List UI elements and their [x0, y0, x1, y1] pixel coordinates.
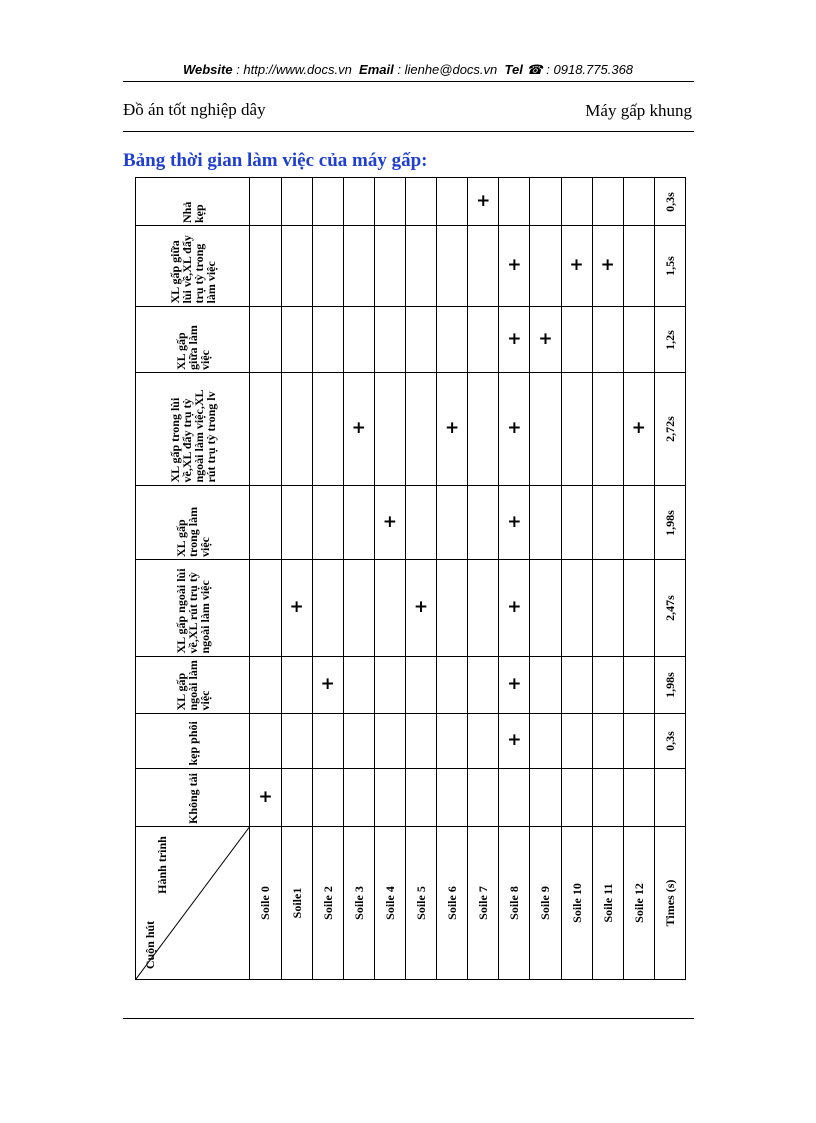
row-header-label: Không tải — [185, 772, 200, 824]
table-row — [136, 560, 686, 657]
column-header — [343, 827, 374, 980]
table-cell — [405, 307, 436, 373]
table-cell — [592, 714, 623, 769]
table-cell — [530, 307, 561, 373]
table-cell — [250, 373, 281, 486]
time-value: 1,98s — [662, 672, 677, 698]
column-header — [592, 827, 623, 980]
table-row — [136, 307, 686, 373]
column-header — [499, 827, 530, 980]
plus-mark: + — [600, 255, 615, 275]
plus-mark: + — [507, 730, 522, 750]
table-cell — [437, 769, 468, 827]
table-cell — [530, 657, 561, 714]
table-cell — [281, 657, 312, 714]
table-cell — [250, 226, 281, 307]
plus-mark: + — [444, 418, 460, 438]
table-cell — [405, 373, 436, 486]
table-cell — [623, 486, 654, 560]
column-header — [374, 827, 405, 980]
plus-mark: + — [351, 418, 366, 438]
website-line — [0, 62, 816, 78]
time-cell — [654, 769, 685, 827]
table-cell — [343, 769, 374, 827]
column-header — [312, 827, 343, 980]
table-cell — [561, 714, 592, 769]
section-title: Bảng thời gian làm việc của máy gấp: — [123, 150, 428, 171]
table-cell — [623, 373, 654, 486]
plus-mark: + — [258, 786, 273, 807]
table-cell — [530, 178, 561, 226]
email-label: Email — [359, 62, 394, 77]
row-header — [136, 178, 250, 226]
table-cell — [250, 178, 281, 226]
table-cell — [592, 226, 623, 307]
table-cell — [437, 178, 468, 226]
table-cell — [281, 769, 312, 827]
corner-bottom-label: Cuộn hút — [143, 920, 157, 970]
table-cell — [374, 560, 405, 657]
table-cell — [374, 373, 405, 486]
table-cell — [592, 307, 623, 373]
table-cell — [312, 307, 343, 373]
table-cell — [561, 373, 592, 486]
website-value[interactable]: : http://www.docs.vn — [236, 62, 352, 77]
column-header-label: Soile 0 — [258, 886, 273, 920]
table-cell — [530, 560, 561, 657]
table-cell — [437, 657, 468, 714]
table-cell — [437, 307, 468, 373]
table-cell — [281, 714, 312, 769]
table-cell — [405, 178, 436, 226]
table-cell — [312, 714, 343, 769]
row-header — [136, 769, 250, 827]
time-cell — [654, 560, 685, 657]
plus-mark: + — [507, 597, 522, 617]
timing-table — [135, 177, 686, 980]
plus-mark: + — [476, 190, 491, 211]
table-cell — [623, 714, 654, 769]
row-header-label: XL gấp trong làm việc — [173, 506, 212, 557]
table-cell — [468, 178, 499, 226]
plus-mark: + — [289, 597, 304, 617]
plus-mark: + — [507, 418, 522, 438]
table-cell — [561, 657, 592, 714]
table-cell — [561, 226, 592, 307]
table-cell — [530, 714, 561, 769]
table-cell — [499, 769, 530, 827]
column-header-label: Soile 9 — [538, 886, 553, 920]
table-cell — [468, 657, 499, 714]
table-cell — [530, 486, 561, 560]
table-row — [136, 226, 686, 307]
plus-mark: + — [507, 255, 522, 275]
table-cell — [437, 226, 468, 307]
table-cell — [405, 486, 436, 560]
table-cell — [592, 178, 623, 226]
table-cell — [250, 769, 281, 827]
table-cell — [374, 307, 405, 373]
table-cell — [468, 769, 499, 827]
row-header-label: XL gấp trong lùi về,XL đẩy trụ tỳ ngoài làm việc,XL rút trụ tỳ trong lv — [167, 390, 218, 483]
table-cell — [374, 226, 405, 307]
plus-mark: + — [569, 255, 584, 275]
table-cell — [499, 226, 530, 307]
table-cell — [499, 560, 530, 657]
table-cell — [592, 560, 623, 657]
phone-icon: ☎ — [526, 62, 543, 77]
plus-mark: + — [382, 511, 398, 532]
column-header-label: Soile 2 — [320, 886, 335, 920]
column-header — [405, 827, 436, 980]
table-cell — [250, 657, 281, 714]
table-cell — [561, 307, 592, 373]
time-cell — [654, 373, 685, 486]
table-cell — [281, 373, 312, 486]
time-cell — [654, 307, 685, 373]
plus-mark: + — [507, 674, 522, 694]
table-cell — [312, 486, 343, 560]
table-cell — [312, 769, 343, 827]
time-value: 1,5s — [662, 256, 677, 276]
table-cell — [343, 373, 374, 486]
table-cell — [499, 178, 530, 226]
table-cell — [468, 373, 499, 486]
table-cell — [374, 657, 405, 714]
column-header-label: Soile 4 — [382, 886, 397, 920]
table-cell — [468, 714, 499, 769]
table-cell — [623, 226, 654, 307]
column-header-label: Soile 6 — [445, 886, 460, 920]
table-cell — [343, 486, 374, 560]
table-cell — [499, 657, 530, 714]
table-cell — [405, 226, 436, 307]
corner-top-label: Hành trình — [155, 836, 169, 894]
header-bottom-rule — [123, 131, 694, 132]
table-cell — [623, 769, 654, 827]
column-header — [437, 827, 468, 980]
table-cell — [437, 373, 468, 486]
column-header-label: Times (s) — [662, 879, 677, 927]
table-cell — [312, 560, 343, 657]
time-cell — [654, 657, 685, 714]
row-header-label: XL gấp ngoài làm việc — [173, 660, 212, 711]
table-cell — [468, 307, 499, 373]
table-cell — [374, 486, 405, 560]
table-cell — [374, 769, 405, 827]
table-cell — [374, 178, 405, 226]
column-header-label: Soile 10 — [569, 883, 584, 923]
column-header — [530, 827, 561, 980]
time-cell — [654, 486, 685, 560]
column-header — [468, 827, 499, 980]
tel-value: : 0918.775.368 — [546, 62, 634, 77]
table-cell — [250, 307, 281, 373]
plus-mark: + — [507, 511, 522, 532]
row-header-label: XL gấp giữa lùi về,XL đẩy trụ tỳ trong làm việc — [167, 235, 218, 304]
row-header-label: kẹp phôi — [185, 721, 200, 766]
table-cell — [499, 373, 530, 486]
column-header-label: Soile1 — [289, 887, 304, 919]
table-row — [136, 714, 686, 769]
table-cell — [592, 657, 623, 714]
table-cell — [561, 178, 592, 226]
document-title-right: Máy gấp khung — [585, 101, 692, 120]
column-header — [250, 827, 281, 980]
table-cell — [312, 226, 343, 307]
table-row — [136, 178, 686, 226]
table-cell — [250, 714, 281, 769]
column-header-row — [136, 827, 686, 980]
time-cell — [654, 226, 685, 307]
column-header-label: Soile 7 — [476, 886, 491, 920]
row-header-label: XL gấp giữa làm việc — [173, 324, 212, 370]
plus-mark: + — [320, 674, 335, 694]
row-header — [136, 657, 250, 714]
column-header — [561, 827, 592, 980]
corner-cell — [136, 827, 250, 980]
row-header — [136, 486, 250, 560]
document-title-left: Đồ án tốt nghiệp dây — [123, 100, 266, 119]
table-cell — [405, 769, 436, 827]
table-cell — [281, 560, 312, 657]
table-row — [136, 657, 686, 714]
table-cell — [623, 178, 654, 226]
table-cell — [623, 657, 654, 714]
table-cell — [468, 560, 499, 657]
time-value: 0,3s — [662, 731, 677, 751]
time-value: 1,2s — [662, 329, 677, 350]
table-cell — [468, 226, 499, 307]
column-header-label: Soile 5 — [414, 886, 428, 920]
table-cell — [405, 657, 436, 714]
time-cell — [654, 178, 685, 226]
table-cell — [592, 486, 623, 560]
table-body — [136, 178, 686, 980]
table-cell — [623, 307, 654, 373]
row-header — [136, 226, 250, 307]
column-header-label: Soile 11 — [600, 883, 615, 923]
table-cell — [281, 178, 312, 226]
row-header — [136, 373, 250, 486]
column-header-label: Soile 12 — [631, 883, 646, 923]
table-cell — [623, 560, 654, 657]
table-cell — [343, 714, 374, 769]
table-cell — [250, 486, 281, 560]
table-cell — [250, 560, 281, 657]
plus-mark: + — [507, 328, 522, 349]
plus-mark: + — [538, 328, 553, 349]
time-value: 2,72s — [662, 416, 677, 442]
column-header-label: Soile 8 — [507, 886, 522, 920]
column-header — [281, 827, 312, 980]
row-header — [136, 307, 250, 373]
table-cell — [592, 769, 623, 827]
table-cell — [405, 560, 436, 657]
time-value: 2,47s — [662, 595, 677, 621]
table-cell — [592, 373, 623, 486]
plus-mark: + — [631, 418, 646, 438]
table-cell — [561, 560, 592, 657]
table-cell — [343, 178, 374, 226]
time-value: 0,3s — [662, 191, 677, 212]
table-cell — [281, 307, 312, 373]
table-cell — [437, 714, 468, 769]
row-header — [136, 560, 250, 657]
row-header-label: Nhả kẹp — [179, 201, 206, 223]
table-cell — [312, 178, 343, 226]
table-row — [136, 486, 686, 560]
table-cell — [343, 307, 374, 373]
table-row — [136, 373, 686, 486]
table-cell — [499, 307, 530, 373]
column-header-label: Soile 3 — [351, 886, 366, 920]
plus-mark: + — [413, 597, 429, 617]
website-label: Website — [182, 62, 233, 77]
table-row — [136, 769, 686, 827]
table-cell — [281, 226, 312, 307]
row-header-label: XL gấp ngoài lùi về,XL rút trụ tỳ ngoài làm việc — [173, 568, 212, 654]
table-cell — [374, 714, 405, 769]
time-cell — [654, 714, 685, 769]
table-cell — [405, 714, 436, 769]
table-cell — [468, 486, 499, 560]
column-header — [623, 827, 654, 980]
footer-rule — [123, 1018, 694, 1019]
table-cell — [530, 226, 561, 307]
table-cell — [561, 769, 592, 827]
column-header — [654, 827, 685, 980]
table-cell — [530, 373, 561, 486]
table-cell — [561, 486, 592, 560]
table-cell — [343, 560, 374, 657]
table-cell — [343, 226, 374, 307]
tel-label: Tel — [504, 62, 523, 77]
email-value[interactable]: : lienhe@docs.vn — [397, 62, 498, 77]
table-cell — [437, 560, 468, 657]
row-header — [136, 714, 250, 769]
table-cell — [530, 769, 561, 827]
table-cell — [499, 486, 530, 560]
header-top-rule — [123, 81, 694, 82]
table-cell — [437, 486, 468, 560]
table-cell — [281, 486, 312, 560]
table-cell — [499, 714, 530, 769]
time-value: 1,98s — [662, 509, 677, 536]
table-cell — [312, 373, 343, 486]
table-cell — [343, 657, 374, 714]
table-cell — [312, 657, 343, 714]
